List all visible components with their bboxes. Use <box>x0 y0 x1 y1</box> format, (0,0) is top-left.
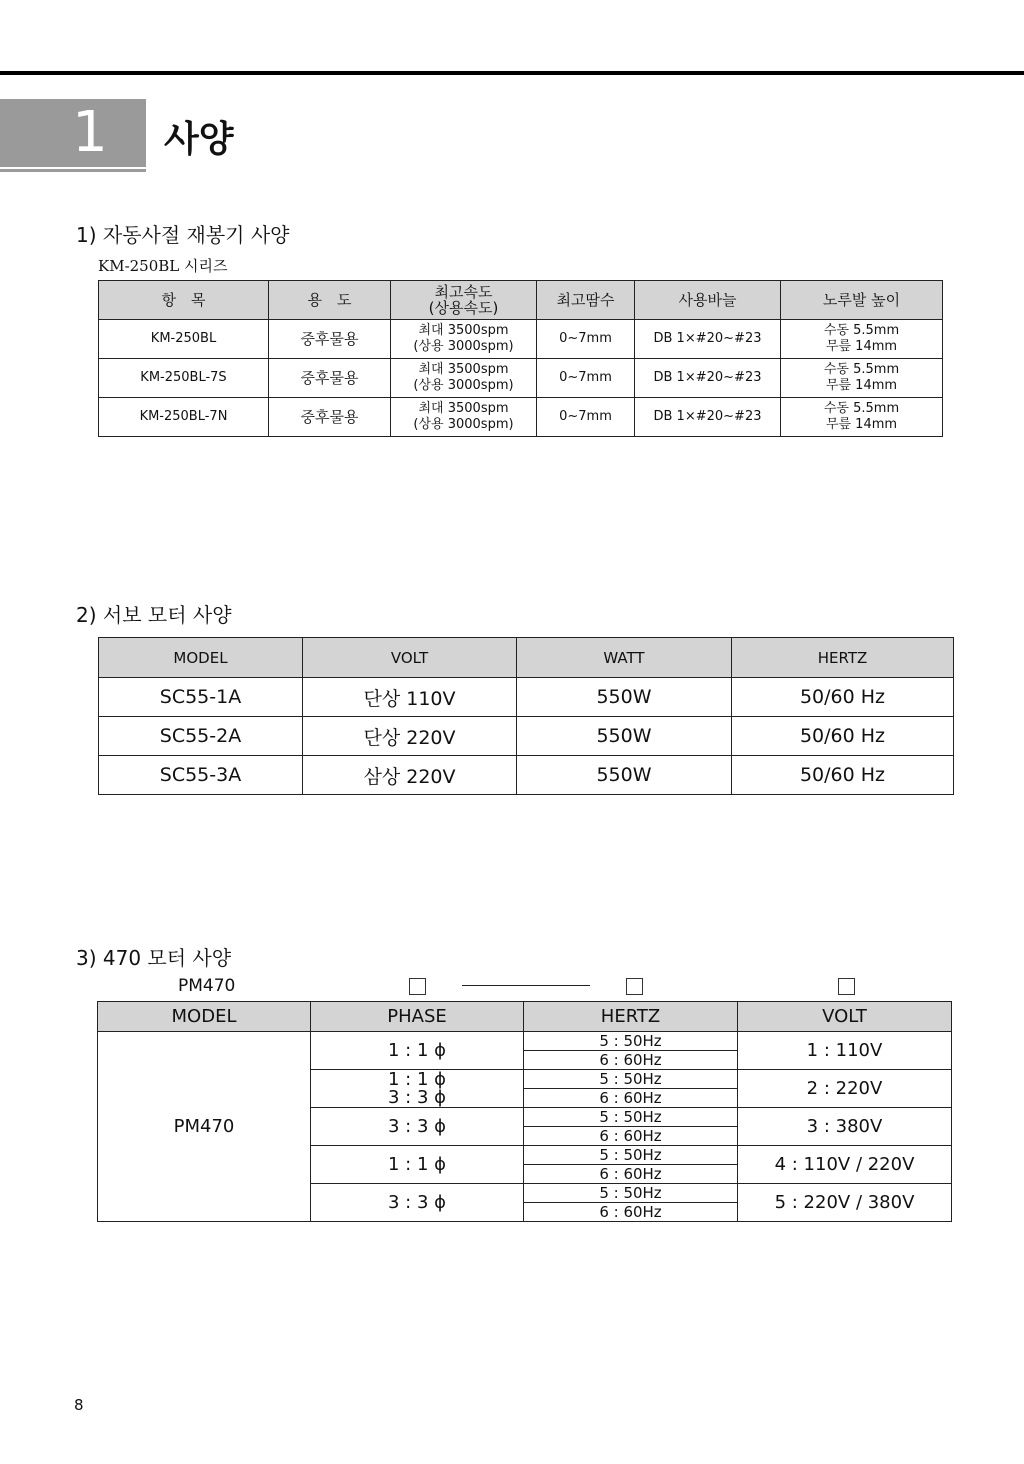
phase-cell: 1 : 1 ϕ <box>311 1032 524 1070</box>
header-hertz: HERTZ <box>732 638 954 678</box>
header-max-stitch: 최고땀수 <box>537 281 635 320</box>
table-row <box>99 398 943 437</box>
needle-cell: DB 1×#20~#23 <box>635 398 781 437</box>
section1-title: 1) 자동사절 재봉기 사양 <box>76 223 290 247</box>
volt-cell: 3 : 380V <box>738 1108 952 1146</box>
header-model: MODEL <box>99 638 303 678</box>
watt-cell: 550W <box>517 717 732 756</box>
hertz-cell: 6 : 60Hz <box>524 1051 738 1070</box>
hertz-cell: 50/60 Hz <box>732 717 954 756</box>
model-cell: SC55-1A <box>99 678 303 717</box>
model-cell: SC55-3A <box>99 756 303 795</box>
foot-cell: 수동 5.5mm 무릎 14mm <box>781 320 943 359</box>
volt-cell: 4 : 110V / 220V <box>738 1146 952 1184</box>
table-header-row <box>98 1002 952 1032</box>
servo-motor-spec-table <box>98 637 954 795</box>
hertz-cell: 5 : 50Hz <box>524 1184 738 1203</box>
hertz-cell: 6 : 60Hz <box>524 1127 738 1146</box>
hertz-cell: 5 : 50Hz <box>524 1070 738 1089</box>
header-hertz: HERTZ <box>524 1002 738 1032</box>
page-number: 8 <box>74 1396 84 1414</box>
table-row <box>99 678 954 717</box>
model-code-label: PM470 <box>178 976 236 996</box>
hertz-code-box <box>626 978 643 995</box>
code-separator-line <box>462 985 590 986</box>
table-header-row <box>99 281 943 320</box>
sewing-machine-spec-table <box>98 280 943 437</box>
volt-cell: 5 : 220V / 380V <box>738 1184 952 1222</box>
use-cell: 중후물용 <box>269 320 391 359</box>
use-cell: 중후물용 <box>269 359 391 398</box>
phase-cell: 3 : 3 ϕ <box>311 1108 524 1146</box>
470-motor-spec-table <box>97 1001 952 1222</box>
model-cell: KM-250BL-7N <box>99 398 269 437</box>
header-item: 항 목 <box>99 281 269 320</box>
header-max-speed: 최고속도 (상용속도) <box>391 281 537 320</box>
speed-cell: 최대 3500spm (상용 3000spm) <box>391 320 537 359</box>
header-needle: 사용바늘 <box>635 281 781 320</box>
series-label: KM-250BL 시리즈 <box>98 257 228 275</box>
phase-cell: 1 : 1 ϕ <box>311 1146 524 1184</box>
phase-cell: 3 : 3 ϕ <box>311 1184 524 1222</box>
model-cell: PM470 <box>98 1032 311 1222</box>
hertz-cell: 6 : 60Hz <box>524 1203 738 1222</box>
needle-cell: DB 1×#20~#23 <box>635 359 781 398</box>
phase-cell: 1 : 1 ϕ 3 : 3 ϕ <box>311 1070 524 1108</box>
header-presser-foot: 노루발 높이 <box>781 281 943 320</box>
stitch-cell: 0~7mm <box>537 320 635 359</box>
header-phase: PHASE <box>311 1002 524 1032</box>
header-model: MODEL <box>98 1002 311 1032</box>
needle-cell: DB 1×#20~#23 <box>635 320 781 359</box>
speed-cell: 최대 3500spm (상용 3000spm) <box>391 359 537 398</box>
table-row <box>99 320 943 359</box>
table-row <box>99 756 954 795</box>
model-cell: SC55-2A <box>99 717 303 756</box>
model-cell: KM-250BL <box>99 320 269 359</box>
table-row <box>99 359 943 398</box>
hertz-cell: 50/60 Hz <box>732 756 954 795</box>
volt-cell: 삼상 220V <box>303 756 517 795</box>
volt-cell: 2 : 220V <box>738 1070 952 1108</box>
speed-cell: 최대 3500spm (상용 3000spm) <box>391 398 537 437</box>
header-volt: VOLT <box>738 1002 952 1032</box>
volt-cell: 1 : 110V <box>738 1032 952 1070</box>
section3-title: 3) 470 모터 사양 <box>76 946 232 970</box>
volt-code-box <box>838 978 855 995</box>
chapter-number: 1 <box>72 100 108 165</box>
hertz-cell: 5 : 50Hz <box>524 1108 738 1127</box>
foot-cell: 수동 5.5mm 무릎 14mm <box>781 359 943 398</box>
header-use: 용 도 <box>269 281 391 320</box>
top-rule <box>0 71 1024 75</box>
header-watt: WATT <box>517 638 732 678</box>
chapter-title: 사양 <box>164 119 234 160</box>
volt-cell: 단상 220V <box>303 717 517 756</box>
model-cell: KM-250BL-7S <box>99 359 269 398</box>
stitch-cell: 0~7mm <box>537 359 635 398</box>
table-header-row <box>99 638 954 678</box>
stitch-cell: 0~7mm <box>537 398 635 437</box>
header-volt: VOLT <box>303 638 517 678</box>
watt-cell: 550W <box>517 678 732 717</box>
use-cell: 중후물용 <box>269 398 391 437</box>
hertz-cell: 50/60 Hz <box>732 678 954 717</box>
foot-cell: 수동 5.5mm 무릎 14mm <box>781 398 943 437</box>
hertz-cell: 5 : 50Hz <box>524 1146 738 1165</box>
hertz-cell: 6 : 60Hz <box>524 1089 738 1108</box>
volt-cell: 단상 110V <box>303 678 517 717</box>
section2-title: 2) 서보 모터 사양 <box>76 603 232 627</box>
table-row <box>99 717 954 756</box>
phase-code-box <box>409 978 426 995</box>
hertz-cell: 5 : 50Hz <box>524 1032 738 1051</box>
watt-cell: 550W <box>517 756 732 795</box>
hertz-cell: 6 : 60Hz <box>524 1165 738 1184</box>
chapter-box-underline <box>0 169 146 172</box>
table-row <box>98 1032 952 1051</box>
